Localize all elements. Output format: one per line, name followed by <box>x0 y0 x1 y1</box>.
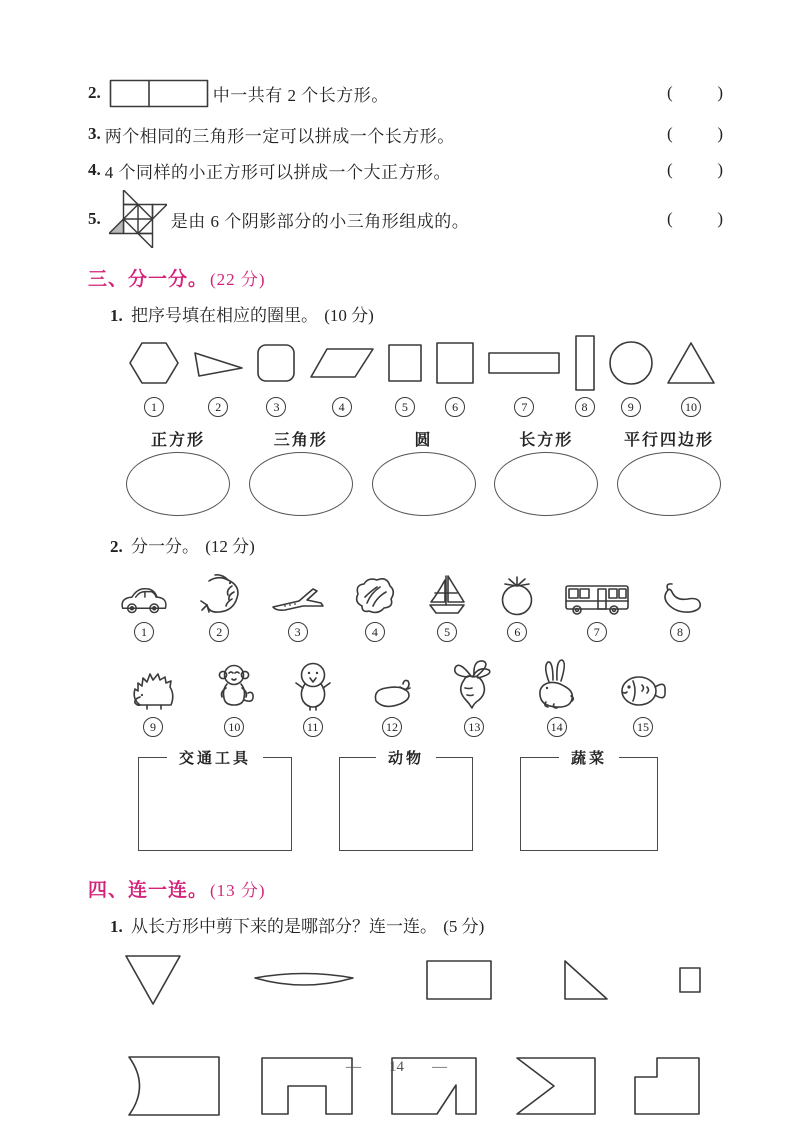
q1-label: 1. 把序号填在相应的圈里。 (10 分) <box>110 306 374 325</box>
category-item <box>372 427 476 516</box>
category-label: 长方形 <box>519 432 574 449</box>
circled-number: 10 <box>224 717 244 737</box>
question-number: 2. <box>88 83 101 102</box>
shape-item <box>192 334 244 417</box>
object-item <box>534 656 580 737</box>
category-oval <box>126 452 230 516</box>
pinwheel-figure <box>109 190 167 248</box>
box-label: 蔬菜 <box>559 747 619 768</box>
shape-item <box>666 334 716 417</box>
circled-number: 10 <box>681 397 701 417</box>
answer-parens: ( ) <box>667 124 723 143</box>
object-row-2 <box>130 656 670 737</box>
tall-rectangle-icon <box>574 334 596 392</box>
q1-label-s4: 1. 从长方形中剪下来的是哪部分？连一连。 (5 分) <box>110 917 485 936</box>
category-label: 正方形 <box>150 432 205 449</box>
question-text: 两个相同的三角形一定可以拼成一个长方形。 <box>104 126 455 146</box>
question-number: 5. <box>88 209 101 228</box>
monkey-icon <box>212 656 256 712</box>
classification-box-transport <box>138 751 292 851</box>
answer-parens: ( ) <box>667 209 723 228</box>
circled-number: 5 <box>437 622 457 642</box>
question-text: 是由 6 个阴影部分的小三角形组成的。 <box>170 211 470 231</box>
shape-item <box>309 334 375 417</box>
object-item <box>497 567 537 642</box>
object-row-1 <box>118 567 704 642</box>
classification-box-vegetables <box>520 751 658 851</box>
object-item <box>130 656 176 737</box>
chick-icon <box>293 656 333 712</box>
cabbage-icon <box>353 567 397 617</box>
shape-item <box>608 334 654 417</box>
section-score: (13 分) <box>210 881 266 900</box>
category-oval <box>494 452 598 516</box>
shape-item <box>128 334 180 417</box>
circled-number: 7 <box>587 622 607 642</box>
question-text: 中一共有 2 个长方形。 <box>212 85 389 105</box>
shrimp-icon <box>196 567 242 617</box>
rounded-square-icon <box>256 334 296 392</box>
page-number: — 14 — <box>346 1059 447 1075</box>
circled-number: 2 <box>208 397 228 417</box>
sailboat-icon <box>423 567 471 617</box>
wide-rectangle-icon <box>487 334 561 392</box>
circled-number: 8 <box>670 622 690 642</box>
circled-number: 3 <box>266 397 286 417</box>
question-text: 4 个同样的小正方形可以拼成一个大正方形。 <box>104 162 451 182</box>
section-score: (22 分) <box>210 270 266 289</box>
airplane-icon <box>269 567 327 617</box>
circled-number: 9 <box>621 397 641 417</box>
lens-icon <box>252 967 356 998</box>
classification-box-animals <box>339 751 473 851</box>
question-row <box>88 152 723 188</box>
circled-number: 5 <box>395 397 415 417</box>
object-item <box>656 567 704 642</box>
object-item <box>353 567 397 642</box>
circled-number: 4 <box>365 622 385 642</box>
box-label: 交通工具 <box>167 747 263 768</box>
object-item <box>369 656 415 737</box>
category-oval <box>372 452 476 516</box>
category-item <box>617 427 721 516</box>
category-label: 三角形 <box>273 432 328 449</box>
question-row <box>88 116 723 152</box>
circled-number: 6 <box>445 397 465 417</box>
answer-parens: ( ) <box>667 160 723 179</box>
classification-boxes <box>138 751 658 851</box>
category-item <box>126 427 230 516</box>
thin-triangle-icon <box>192 334 244 392</box>
object-item <box>293 656 333 737</box>
circled-number: 3 <box>288 622 308 642</box>
circled-number: 13 <box>464 717 484 737</box>
circled-number: 8 <box>575 397 595 417</box>
question-row <box>88 72 723 114</box>
right-triangle-icon <box>563 959 609 1006</box>
category-oval <box>617 452 721 516</box>
category-row <box>126 427 721 516</box>
circled-number: 11 <box>303 717 323 737</box>
question-row <box>88 188 723 250</box>
box-label: 动物 <box>376 747 436 768</box>
object-item <box>196 567 242 642</box>
circled-number: 9 <box>143 717 163 737</box>
q2-label: 2. 分一分。 (12 分) <box>110 537 255 556</box>
circled-number: 7 <box>514 397 534 417</box>
circled-number: 4 <box>332 397 352 417</box>
category-oval <box>249 452 353 516</box>
rabbit-icon <box>534 656 580 712</box>
circle-icon <box>608 334 654 392</box>
circled-number: 15 <box>633 717 653 737</box>
car-icon <box>118 567 170 617</box>
category-item <box>494 427 598 516</box>
radish-icon <box>451 656 497 712</box>
section-three-title: 三、分一分。 (22 分) <box>88 269 266 290</box>
circled-number: 12 <box>382 717 402 737</box>
object-item <box>564 567 630 642</box>
shape-item <box>574 334 596 417</box>
hexagon-icon <box>128 334 180 392</box>
section-four-title: 四、连一连。 (13 分) <box>88 880 266 901</box>
circled-number: 14 <box>547 717 567 737</box>
category-item <box>249 427 353 516</box>
square-icon <box>387 334 423 392</box>
cut-pieces-row <box>124 951 702 1013</box>
category-label: 平行四边形 <box>623 432 714 449</box>
hedgehog-icon <box>130 656 176 712</box>
small-square-icon <box>678 966 702 999</box>
tomato-icon <box>497 567 537 617</box>
question-number: 3. <box>88 124 101 143</box>
answer-parens: ( ) <box>667 83 723 102</box>
eggplant-icon <box>369 656 415 712</box>
split-rectangle-figure <box>109 79 209 108</box>
circled-number: 2 <box>209 622 229 642</box>
circled-number: 1 <box>134 622 154 642</box>
object-item <box>616 656 670 737</box>
bus-icon <box>564 567 630 617</box>
shape-item <box>435 334 475 417</box>
pepper-icon <box>656 567 704 617</box>
shape-item <box>487 334 561 417</box>
triangle-icon <box>666 334 716 392</box>
object-item <box>212 656 256 737</box>
object-item <box>269 567 327 642</box>
parallelogram-icon <box>309 334 375 392</box>
shape-row <box>128 334 716 417</box>
category-label: 圆 <box>414 432 433 449</box>
inverted-triangle-icon <box>124 954 182 1011</box>
question-number: 4. <box>88 160 101 179</box>
circled-number: 6 <box>507 622 527 642</box>
object-item <box>451 656 497 737</box>
square-icon <box>435 334 475 392</box>
fish-icon <box>616 656 670 712</box>
circled-number: 1 <box>144 397 164 417</box>
object-item <box>423 567 471 642</box>
shape-item <box>256 334 296 417</box>
shape-item <box>387 334 423 417</box>
object-item <box>118 567 170 642</box>
rectangle-icon <box>425 959 493 1006</box>
